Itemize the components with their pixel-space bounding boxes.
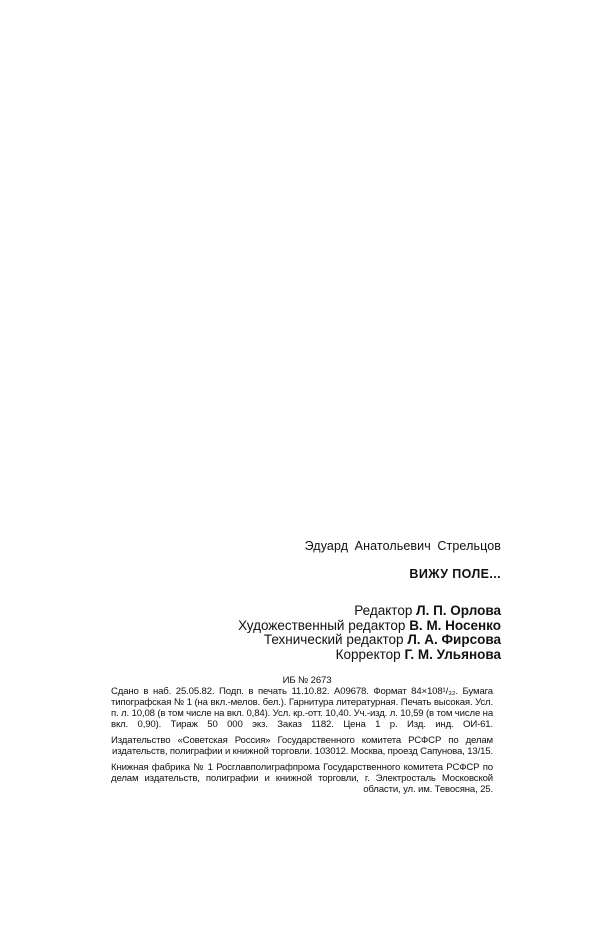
production-details: Сдано в наб. 25.05.82. Подп. в печать 11.10.82. А09678. Формат 84×108¹/₃₂. Бумага типографская № 1 (на вкл.-мелов. бел.). Гарнитура литературная. Печать высокая. Усл. п. л. 10,08 (в том числе на вкл. 0,84). Усл. кр.-отт. 10,40. Уч.-изд. л. 10,59 (в том числе на вкл. 0,90). Тираж 50 000 экз. Заказ 1182. Цена 1 р. Изд. инд. ОИ-61. bbox=[111, 686, 493, 730]
credit-person: Л. А. Фирсова bbox=[407, 632, 501, 647]
book-title: ВИЖУ ПОЛЕ... bbox=[409, 567, 501, 581]
credit-role: Корректор bbox=[335, 646, 401, 662]
credit-proofreader bbox=[238, 648, 501, 663]
credit-role: Художественный редактор bbox=[238, 617, 406, 633]
author-name: Эдуард Анатольевич Стрельцов bbox=[304, 539, 501, 553]
credit-editor bbox=[238, 604, 501, 619]
credit-role: Редактор bbox=[354, 603, 413, 618]
credit-person: Г. М. Ульянова bbox=[404, 646, 501, 662]
printer-info: Книжная фабрика № 1 Росглавполиграфпрома Государственного комитета РСФСР по делам издательств, полиграфии и книжной торговли, г. Электросталь Московской области, ул. им. Тевосяна, 25. bbox=[111, 762, 493, 795]
ib-number: ИБ № 2673 bbox=[282, 675, 332, 686]
credit-person: В. М. Носенко bbox=[409, 617, 501, 633]
credit-art-editor bbox=[238, 619, 501, 634]
editorial-credits bbox=[238, 604, 501, 662]
imprint-block bbox=[111, 675, 493, 795]
publisher-info: Издательство «Советская Россия» Государственного комитета РСФСР по делам издательств, полиграфии и книжной торговли. 103012. Москва, проезд Сапунова, 13/15. bbox=[111, 735, 493, 757]
credit-role: Технический редактор bbox=[263, 632, 404, 647]
credit-technical-editor bbox=[238, 633, 501, 648]
credit-person: Л. П. Орлова bbox=[416, 603, 501, 618]
